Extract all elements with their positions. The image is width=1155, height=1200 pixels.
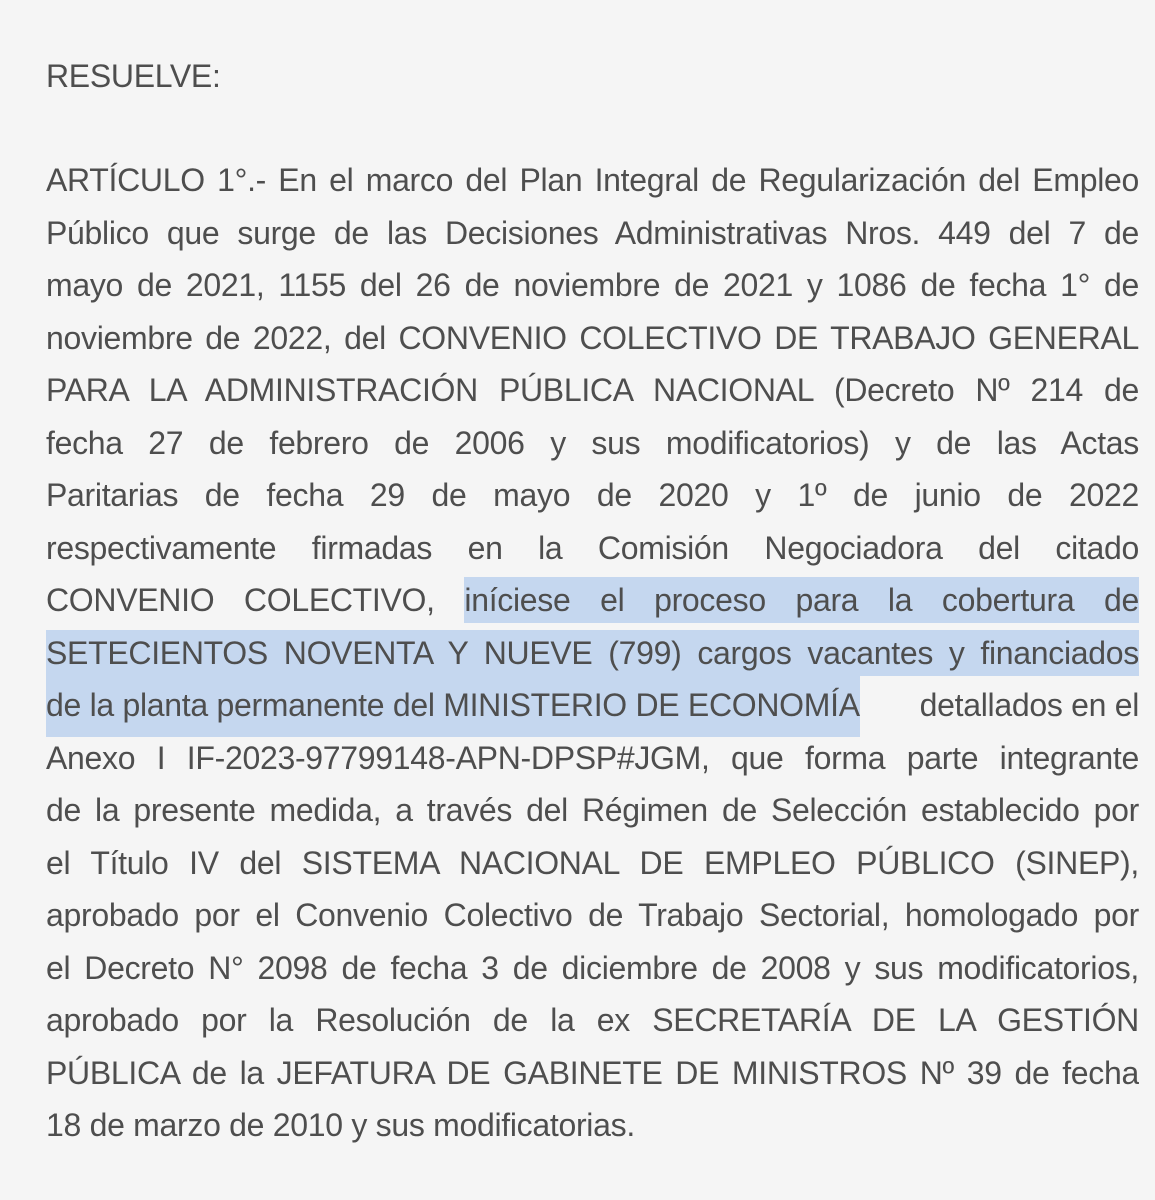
- article-line: mayo de 2021, 1155 del 26 de noviembre de 2021 y 1086 de fecha 1° de: [46, 267, 1139, 303]
- article-line: [46, 627, 1139, 680]
- article-line: Anexo I IF-2023-97799148-APN-DPSP#JGM, que forma parte integrante: [46, 739, 1139, 776]
- article-1-paragraph: [46, 154, 1139, 1152]
- article-line: ARTÍCULO 1°.- En el marco del Plan Integral de Regularización del Empleo: [46, 162, 1139, 198]
- highlighted-text: SETECIENTOS NOVENTA Y NUEVE (799) cargos vacantes y financiados: [46, 634, 1139, 671]
- article-line: Público que surge de las Decisiones Administrativas Nros. 449 del 7 de: [46, 214, 1139, 251]
- article-line: aprobado por el Convenio Colectivo de Trabajo Sectorial, homologado por: [46, 897, 1139, 933]
- article-line: PÚBLICA de la JEFATURA DE GABINETE DE MINISTROS Nº 39 de fecha: [46, 1054, 1139, 1091]
- article-line: de la presente medida, a través del Régimen de Selección establecido por: [46, 792, 1139, 828]
- plain-text: CONVENIO COLECTIVO,: [46, 582, 435, 618]
- article-line: el Título IV del SISTEMA NACIONAL DE EMPLEO PÚBLICO (SINEP),: [46, 844, 1139, 881]
- article-line: el Decreto N° 2098 de fecha 3 de diciembre de 2008 y sus modificatorios,: [46, 949, 1139, 986]
- plain-text: detallados en el: [919, 687, 1139, 723]
- article-line: noviembre de 2022, del CONVENIO COLECTIVO DE TRABAJO GENERAL: [46, 319, 1139, 356]
- article-last-line: 18 de marzo de 2010 y sus modificatorias.: [46, 1107, 635, 1143]
- article-line: [46, 574, 1139, 627]
- article-line: fecha 27 de febrero de 2006 y sus modificatorios) y de las Actas: [46, 424, 1139, 461]
- highlighted-text: iníciese el proceso para la cobertura de: [464, 582, 1139, 618]
- article-line: [46, 679, 1139, 732]
- article-line: PARA LA ADMINISTRACIÓN PÚBLICA NACIONAL (Decreto Nº 214 de: [46, 372, 1139, 408]
- highlighted-text: de la planta permanente del MINISTERIO DE ECONOMÍA: [46, 679, 860, 732]
- article-line: aprobado por la Resolución de la ex SECRETARÍA DE LA GESTIÓN: [46, 1002, 1139, 1038]
- article-line: Paritarias de fecha 29 de mayo de 2020 y 1º de junio de 2022: [46, 477, 1139, 513]
- resolution-heading: RESUELVE:: [46, 58, 221, 94]
- article-line: respectivamente firmadas en la Comisión Negociadora del citado: [46, 529, 1139, 566]
